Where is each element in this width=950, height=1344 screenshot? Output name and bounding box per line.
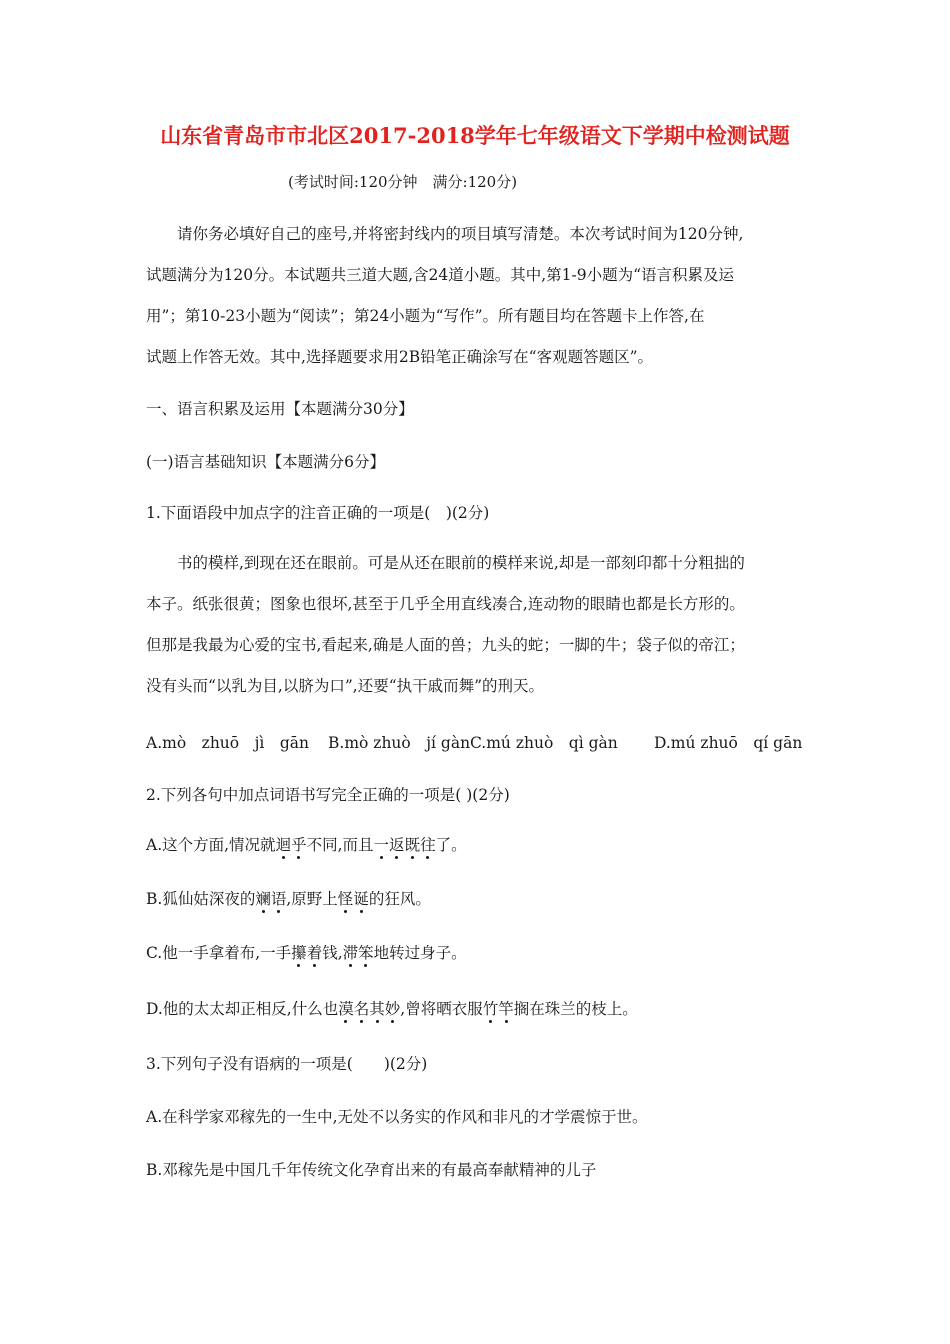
option-a[interactable]: A.mò zhuō jì gān — [146, 734, 310, 752]
exam-subtitle: (考试时间:120分钟 满分:120分) — [288, 173, 518, 191]
passage-line: 没有头而“以乳为目,以脐为口”,还要“执干戚而舞”的刑天。 — [146, 677, 545, 695]
option-d[interactable]: D.mú zhuō qí gān — [654, 734, 803, 752]
question-3-option-a[interactable]: A.在科学家邓稼先的一生中,无处不以务实的作风和非凡的才学震惊于世。 — [146, 1108, 648, 1126]
question-2-option-a[interactable]: A.这个方面,情况就迴乎不同,而且一返既往了。 — [146, 836, 467, 854]
section-heading: 一、语言积累及运用【本题满分30分】 — [146, 400, 414, 418]
passage-line: 书的模样,到现在还在眼前。可是从还在眼前的模样来说,却是一部刻印都十分粗拙的 — [177, 554, 745, 572]
question-1-stem: 1.下面语段中加点字的注音正确的一项是( )(2分) — [146, 504, 490, 522]
question-2-option-c[interactable]: C.他一手拿着布,一手攥着钱,滞笨地转过身子。 — [146, 944, 467, 962]
question-2-option-b[interactable]: B.狐仙姑深夜的斓语,原野上怪诞的狂风。 — [146, 890, 431, 908]
question-2-stem: 2.下列各句中加点词语书写完全正确的一项是( )(2分) — [146, 786, 510, 804]
instruction-line: 用”；第10-23小题为“阅读”；第24小题为“写作”。所有题目均在答题卡上作答,在 — [146, 307, 705, 325]
question-3-option-b[interactable]: B.邓稼先是中国几千年传统文化孕育出来的有最高奉献精神的儿子 — [146, 1161, 597, 1179]
passage-line: 但那是我最为心爱的宝书,看起来,确是人面的兽；九头的蛇；一脚的牛；袋子似的帝江； — [146, 636, 745, 654]
question-3-stem: 3.下列句子没有语病的一项是( )(2分) — [146, 1055, 428, 1073]
option-c[interactable]: C.mú zhuò qì gàn — [470, 734, 618, 752]
passage-line: 本子。纸张很黄；图象也很坏,甚至于几乎全用直线凑合,连动物的眼睛也都是长方形的。 — [146, 595, 745, 613]
instruction-line: 试题上作答无效。其中,选择题要求用2B铅笔正确涂写在“客观题答题区”。 — [146, 348, 654, 366]
subsection-heading: (一)语言基础知识【本题满分6分】 — [146, 453, 385, 471]
option-b[interactable]: B.mò zhuò jí gàn — [328, 734, 471, 752]
instruction-line: 试题满分为120分。本试题共三道大题,含24道小题。其中,第1-9小题为“语言积累及运 — [146, 266, 735, 284]
instruction-line: 请你务必填好自己的座号,并将密封线内的项目填写清楚。本次考试时间为120分钟, — [177, 225, 744, 243]
exam-title: 山东省青岛市市北区2017-2018学年七年级语文下学期中检测试题 — [160, 123, 790, 148]
question-1-passage — [146, 543, 826, 707]
question-2-option-d[interactable]: D.他的太太却正相反,什么也漠名其妙,曾将晒衣服竹竿搁在珠兰的枝上。 — [146, 1000, 638, 1018]
question-1-options — [146, 730, 826, 756]
instructions — [146, 214, 826, 378]
